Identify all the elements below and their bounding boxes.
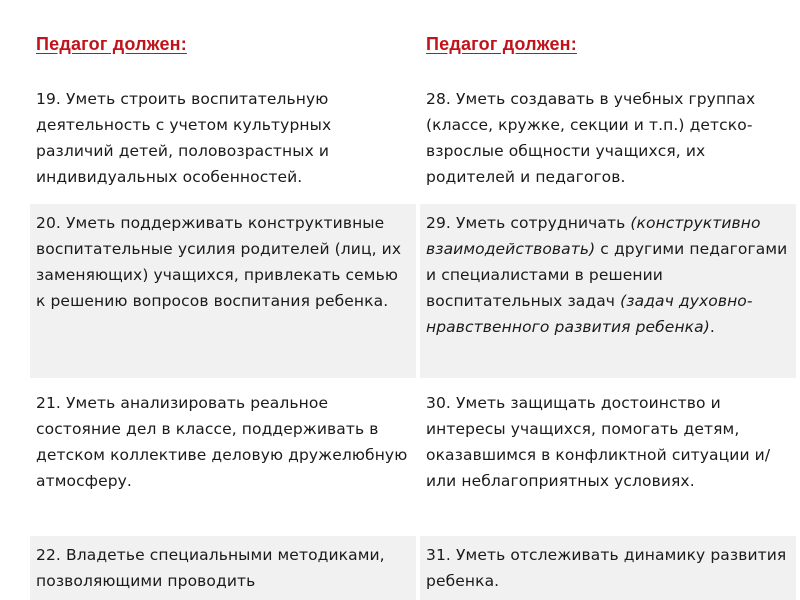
item-21: 21. Уметь анализировать реальное состояние дел в классе, поддерживать в детском коллективе деловую дружелюбную атмосферу.: [36, 394, 408, 490]
right-cell-29: [420, 204, 796, 378]
item-29-text-c: с другими педагогами и специалистами в решении воспитательных задач: [426, 240, 788, 310]
item-28: 28. Уметь создавать в учебных группах (классе, кружке, секции и т.п.) детско-взрослые общности учащихся, их родителей и педагогов.: [426, 90, 756, 186]
right-heading: Педагог должен:: [426, 34, 577, 54]
item-29-text-a: 29. Уметь сотрудничать: [426, 214, 631, 232]
item-29-text-e: .: [709, 318, 715, 336]
item-31: 31. Уметь отслеживать динамику развития ребенка.: [426, 546, 787, 590]
item-30: 30. Уметь защищать достоинство и интересы учащихся, помогать детям, оказавшимся в конфликтной ситуации и/или неблагоприятных условиях.: [426, 394, 771, 490]
left-cell-22: [30, 536, 416, 600]
item-29-text-d: (задач духовно-нравственного развития ребенка): [426, 292, 753, 336]
right-cell-31: [420, 536, 796, 600]
item-19: 19. Уметь строить воспитательную деятельность с учетом культурных различий детей, половозрастных и индивидуальных особенностей.: [36, 90, 332, 186]
left-cell-21: [30, 384, 416, 532]
item-29: [426, 210, 792, 340]
right-cell-28: [420, 80, 796, 198]
right-column: [420, 0, 796, 600]
item-20: 20. Уметь поддерживать конструктивные воспитательные усилия родителей (лиц, их заменяющих) учащихся, привлекать семью к решению вопросов воспитания ребенка.: [36, 214, 402, 310]
right-cell-30: [420, 384, 796, 532]
left-cell-20: [30, 204, 416, 378]
item-29-text-b: (конструктивно взаимодействовать): [426, 214, 761, 258]
left-heading: Педагог должен:: [36, 34, 187, 54]
left-cell-19: [30, 80, 416, 198]
left-column: [30, 0, 416, 600]
item-22: 22. Владетье специальными методиками, позволяющими проводить: [36, 546, 385, 590]
